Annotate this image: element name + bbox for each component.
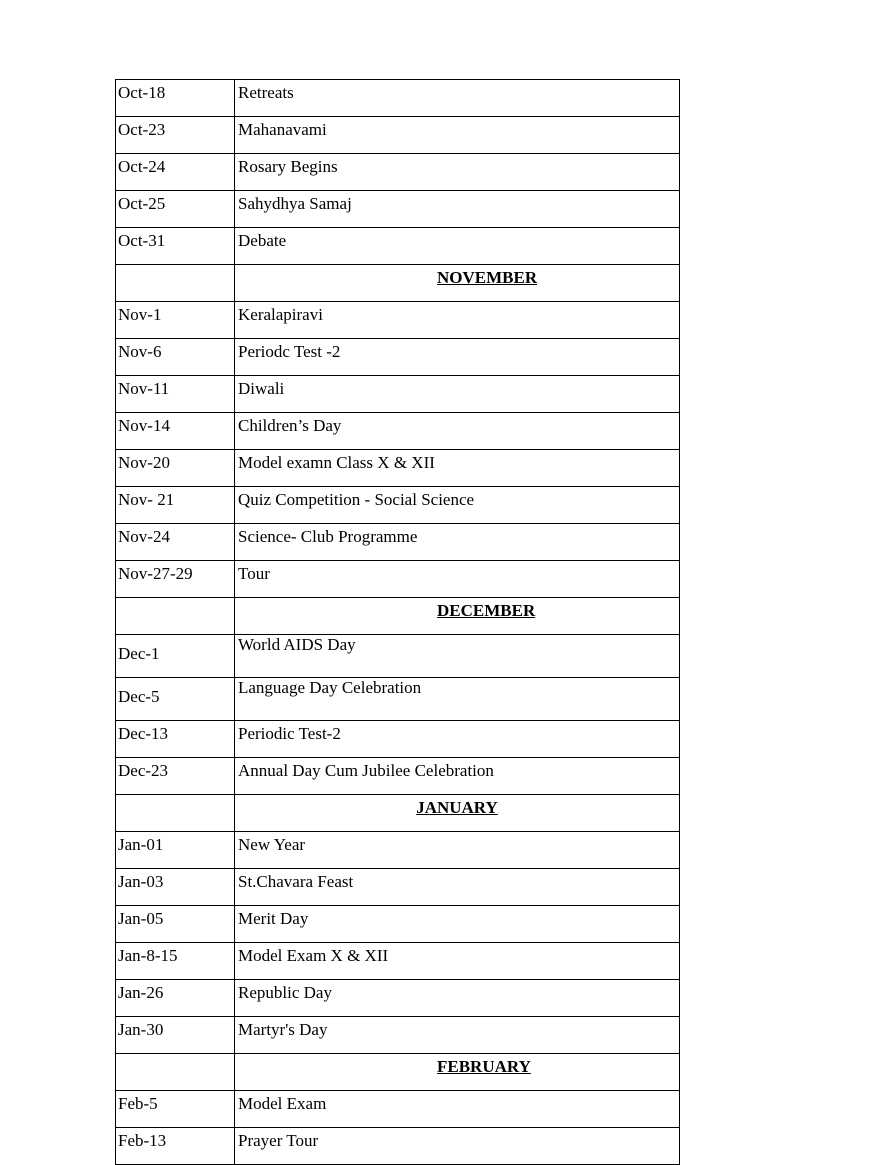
month-date-cell-empty bbox=[116, 1054, 235, 1091]
event-name: Language Day Celebration bbox=[235, 678, 680, 721]
month-header-row bbox=[116, 265, 680, 302]
event-row bbox=[116, 154, 680, 191]
event-name: Republic Day bbox=[235, 980, 680, 1017]
event-date: Nov-20 bbox=[116, 450, 235, 487]
month-header-row bbox=[116, 795, 680, 832]
calendar-table bbox=[115, 79, 680, 1165]
event-row bbox=[116, 869, 680, 906]
event-name: Model Exam X & XII bbox=[235, 943, 680, 980]
event-name: Children’s Day bbox=[235, 413, 680, 450]
month-heading: JANUARY bbox=[235, 795, 680, 832]
event-name: Periodic Test-2 bbox=[235, 721, 680, 758]
event-name: Quiz Competition - Social Science bbox=[235, 487, 680, 524]
event-date: Nov-11 bbox=[116, 376, 235, 413]
event-row bbox=[116, 721, 680, 758]
month-heading: DECEMBER bbox=[235, 598, 680, 635]
event-name: World AIDS Day bbox=[235, 635, 680, 678]
event-row bbox=[116, 561, 680, 598]
event-date: Oct-31 bbox=[116, 228, 235, 265]
event-name: Science- Club Programme bbox=[235, 524, 680, 561]
event-date: Feb-13 bbox=[116, 1128, 235, 1165]
event-name: Model examn Class X & XII bbox=[235, 450, 680, 487]
event-date: Jan-26 bbox=[116, 980, 235, 1017]
event-date: Feb-5 bbox=[116, 1091, 235, 1128]
event-date: Oct-24 bbox=[116, 154, 235, 191]
event-row bbox=[116, 980, 680, 1017]
event-date: Nov-24 bbox=[116, 524, 235, 561]
event-date: Oct-25 bbox=[116, 191, 235, 228]
event-row bbox=[116, 678, 680, 721]
event-name: Debate bbox=[235, 228, 680, 265]
event-row bbox=[116, 943, 680, 980]
event-date: Nov-1 bbox=[116, 302, 235, 339]
event-date: Dec-1 bbox=[116, 635, 235, 678]
event-name: Retreats bbox=[235, 80, 680, 117]
event-row bbox=[116, 339, 680, 376]
month-date-cell-empty bbox=[116, 598, 235, 635]
event-date: Nov- 21 bbox=[116, 487, 235, 524]
event-row bbox=[116, 758, 680, 795]
event-date: Jan-30 bbox=[116, 1017, 235, 1054]
event-name: Periodc Test -2 bbox=[235, 339, 680, 376]
event-date: Dec-13 bbox=[116, 721, 235, 758]
event-date: Oct-23 bbox=[116, 117, 235, 154]
event-row bbox=[116, 487, 680, 524]
event-name: Annual Day Cum Jubilee Celebration bbox=[235, 758, 680, 795]
event-name: Martyr's Day bbox=[235, 1017, 680, 1054]
calendar-table-body bbox=[116, 80, 680, 1165]
event-date: Nov-27-29 bbox=[116, 561, 235, 598]
event-name: Sahydhya Samaj bbox=[235, 191, 680, 228]
event-date: Dec-5 bbox=[116, 678, 235, 721]
event-name: St.Chavara Feast bbox=[235, 869, 680, 906]
event-row bbox=[116, 635, 680, 678]
event-row bbox=[116, 524, 680, 561]
month-heading: FEBRUARY bbox=[235, 1054, 680, 1091]
event-date: Jan-01 bbox=[116, 832, 235, 869]
event-name: Rosary Begins bbox=[235, 154, 680, 191]
event-date: Jan-05 bbox=[116, 906, 235, 943]
event-name: Tour bbox=[235, 561, 680, 598]
event-row bbox=[116, 413, 680, 450]
event-row bbox=[116, 1128, 680, 1165]
event-row bbox=[116, 228, 680, 265]
event-date: Jan-03 bbox=[116, 869, 235, 906]
month-date-cell-empty bbox=[116, 265, 235, 302]
event-name: Keralapiravi bbox=[235, 302, 680, 339]
event-row bbox=[116, 1017, 680, 1054]
month-heading: NOVEMBER bbox=[235, 265, 680, 302]
event-date: Jan-8-15 bbox=[116, 943, 235, 980]
event-date: Nov-6 bbox=[116, 339, 235, 376]
month-header-row bbox=[116, 598, 680, 635]
event-row bbox=[116, 117, 680, 154]
event-row bbox=[116, 191, 680, 228]
event-date: Nov-14 bbox=[116, 413, 235, 450]
event-name: Merit Day bbox=[235, 906, 680, 943]
event-name: Diwali bbox=[235, 376, 680, 413]
event-date: Oct-18 bbox=[116, 80, 235, 117]
event-row bbox=[116, 1091, 680, 1128]
event-row bbox=[116, 302, 680, 339]
month-header-row bbox=[116, 1054, 680, 1091]
event-name: New Year bbox=[235, 832, 680, 869]
event-date: Dec-23 bbox=[116, 758, 235, 795]
event-row bbox=[116, 832, 680, 869]
event-name: Prayer Tour bbox=[235, 1128, 680, 1165]
event-name: Model Exam bbox=[235, 1091, 680, 1128]
month-date-cell-empty bbox=[116, 795, 235, 832]
event-row bbox=[116, 80, 680, 117]
event-row bbox=[116, 906, 680, 943]
event-name: Mahanavami bbox=[235, 117, 680, 154]
event-row bbox=[116, 376, 680, 413]
event-row bbox=[116, 450, 680, 487]
